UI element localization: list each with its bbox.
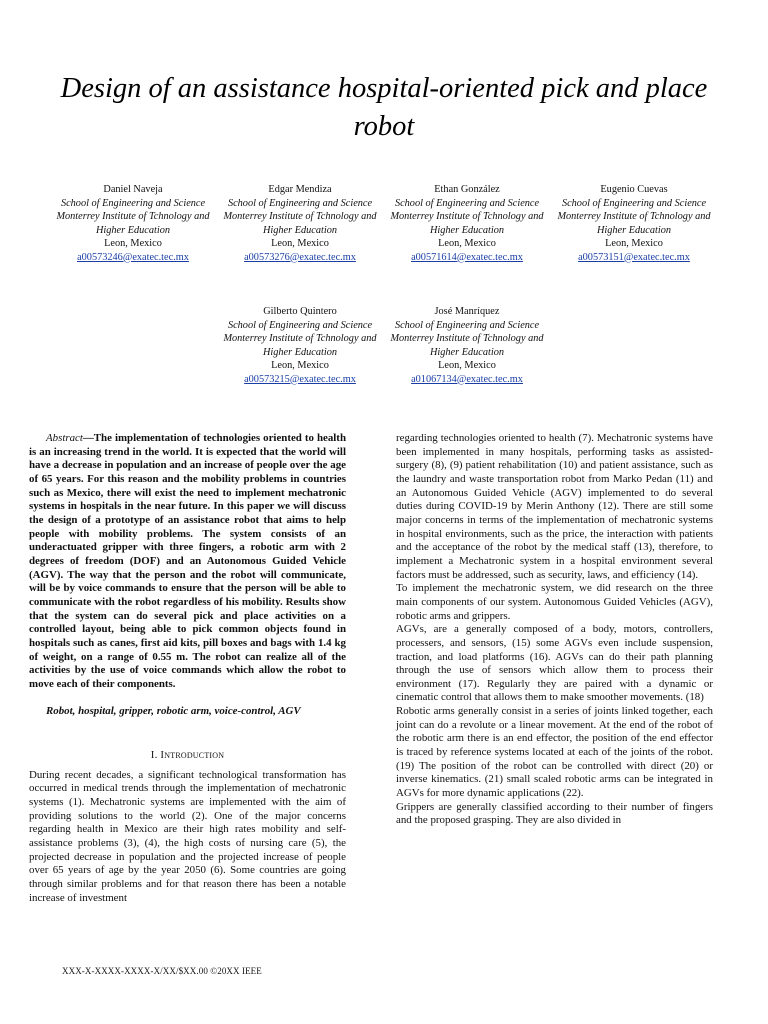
author-name: Ethan González (434, 184, 500, 195)
body-paragraph: regarding technologies oriented to health (7). Mechatronic systems have been implemented in many hospitals, performing tasks as assisted-surgery (8), (9) patient rehabilitation (10) and patient assistance, such as the laundry and waste transportation robot from Marko Pedan (11) and an Autonomous Guided Vehicle (AGV) implemented to do several duties during COVID-19 by Merin Anthony (12). There are still some major concerns in terms of the implementation of mechatronic systems in hospital environments, such as the price, the interaction with patients and the acceptance of the robot by the medical staff (13), therefore, to implement a Mechatronic system in a hospital environment several factors must be addressed, such as security, laws, and efficiency (14). (396, 432, 713, 581)
abstract-text: —The implementation of technologies oriented to health is an increasing trend in the world. It is expected that the world will have a decrease in population and an increase of people over the age of 65 years. For this reason and the mobility problems in countries such as Mexico, there will exist the need to implement mechatronic systems in hospitals in the near future. In this paper we will discuss the design of a prototype of an assistance robot that aims to help people with mobility problems. The system consists of an underactuated gripper with three fingers, a robotic arm with 2 degrees of freedom (DOF) and an Autonomous Guided Vehicle (AGV). The way that the person and the robot will communicate, will be by voice commands to ensure that the person will be able to communicate with the robot regardless of his mobility. Results show that the system can do several pick and place activities on a controlled layout, being able to pick common objects found in hospitals such as canes, first aid kits, pill boxes and bags with 1.4 kg of weight, on a range of 0.55 m. The robot can realize all of the activities by the use of voice commands which allow the robot to move each of their components. (29, 432, 346, 690)
author-name: Gilberto Quintero (263, 306, 337, 317)
author-email-link[interactable]: a00573215@exatec.tec.mx (244, 373, 356, 385)
author-institute: Monterrey Institute of Tchnology and Higher Education (390, 333, 544, 358)
author-dept: School of Engineering and Science (227, 319, 373, 331)
intro-paragraph: During recent decades, a significant technological transformation has occurred in medical trends through the implementation of mechatronic systems (1). Mechatronic systems are implemented with the aim of providing solutions to the world (2). One of the major concerns regarding health in Mexico are their high rates mobility and self-assistance problems (3), (4), the high costs of nursing care (5), the projected decrease in population and the projected increase of people over 65 years of age by the year 2050 (6). Some countries are going through similar problems and for that reason there has been a notable increase of investment (29, 768, 346, 904)
right-column (396, 432, 713, 828)
author-name: Edgar Mendiza (268, 184, 332, 195)
author-location: Leon, Mexico (605, 238, 663, 249)
author-email-link[interactable]: a00573246@exatec.tec.mx (77, 251, 189, 263)
author-name: Eugenio Cuevas (600, 184, 668, 195)
author-name: Daniel Naveja (103, 184, 163, 195)
author-institute: Monterrey Institute of Tchnology and Higher Education (557, 211, 711, 236)
author-email-link[interactable]: a00571614@exatec.tec.mx (411, 251, 523, 263)
author-name: José Manríquez (434, 306, 500, 317)
body-paragraph: AGVs, are a generally composed of a body, motors, controllers, processers, and sensors, (15) some AGVs even include suspension, traction, and load platforms (16). AGVs can do their path planning through the use of sensors which allow them to process their environment (17). Regularly they are paired with a dynamic or cinematic control that allows them to make smoother movements. (18) (396, 623, 713, 704)
paper-title: Design of an assistance hospital-oriented pick and place robot (60, 73, 708, 142)
author-dept: School of Engineering and Science (394, 197, 540, 209)
author-location: Leon, Mexico (104, 238, 162, 249)
author-location: Leon, Mexico (271, 360, 329, 371)
author-institute: Monterrey Institute of Tchnology and Higher Education (223, 333, 377, 358)
section-heading: I. Introduction (150, 749, 225, 762)
author-location: Leon, Mexico (438, 360, 496, 371)
author-dept: School of Engineering and Science (60, 197, 206, 209)
author-dept: School of Engineering and Science (561, 197, 707, 209)
author-location: Leon, Mexico (271, 238, 329, 249)
author-institute: Monterrey Institute of Tchnology and Higher Education (223, 211, 377, 236)
body-paragraph: To implement the mechatronic system, we did research on the three main components of our system. Autonomous Guided Vehicles (AGV), robotic arms and grippers. (396, 582, 713, 622)
author-block (221, 183, 379, 264)
author-institute: Monterrey Institute of Tchnology and Higher Education (390, 211, 544, 236)
author-email-link[interactable]: a00573276@exatec.tec.mx (244, 251, 356, 263)
author-block (388, 183, 546, 264)
abstract (29, 432, 346, 691)
author-location: Leon, Mexico (438, 238, 496, 249)
author-dept: School of Engineering and Science (227, 197, 373, 209)
copyright-footer: XXX-X-XXXX-XXXX-X/XX/$XX.00 ©20XX IEEE (62, 966, 262, 976)
author-block (54, 183, 212, 264)
author-institute: Monterrey Institute of Tchnology and Higher Education (56, 211, 210, 236)
left-column (29, 432, 346, 905)
author-block (555, 183, 713, 264)
author-block (388, 305, 546, 386)
author-email-link[interactable]: a01067134@exatec.tec.mx (411, 373, 523, 385)
abstract-label: Abstract (46, 432, 83, 444)
author-block (221, 305, 379, 386)
body-paragraph: Grippers are generally classified according to their number of fingers and the proposed grasping. They are also divided in (396, 800, 713, 827)
keywords: Robot, hospital, gripper, robotic arm, voice-control, AGV (46, 705, 301, 718)
author-email-link[interactable]: a00573151@exatec.tec.mx (578, 251, 690, 263)
body-paragraph: Robotic arms generally consist in a series of joints linked together, each joint can do a revolute or a linear movement. At the end of the robot of the robotic arm there is an end effector, the position of the end effector is traced by reference systems located at each of the joints of the robot. (19) The position of the robot can be controlled with direct (20) or inverse kinematics. (21) small scaled robotic arms can be integrated in AGVs for more dynamic applications (22). (396, 705, 713, 800)
author-dept: School of Engineering and Science (394, 319, 540, 331)
